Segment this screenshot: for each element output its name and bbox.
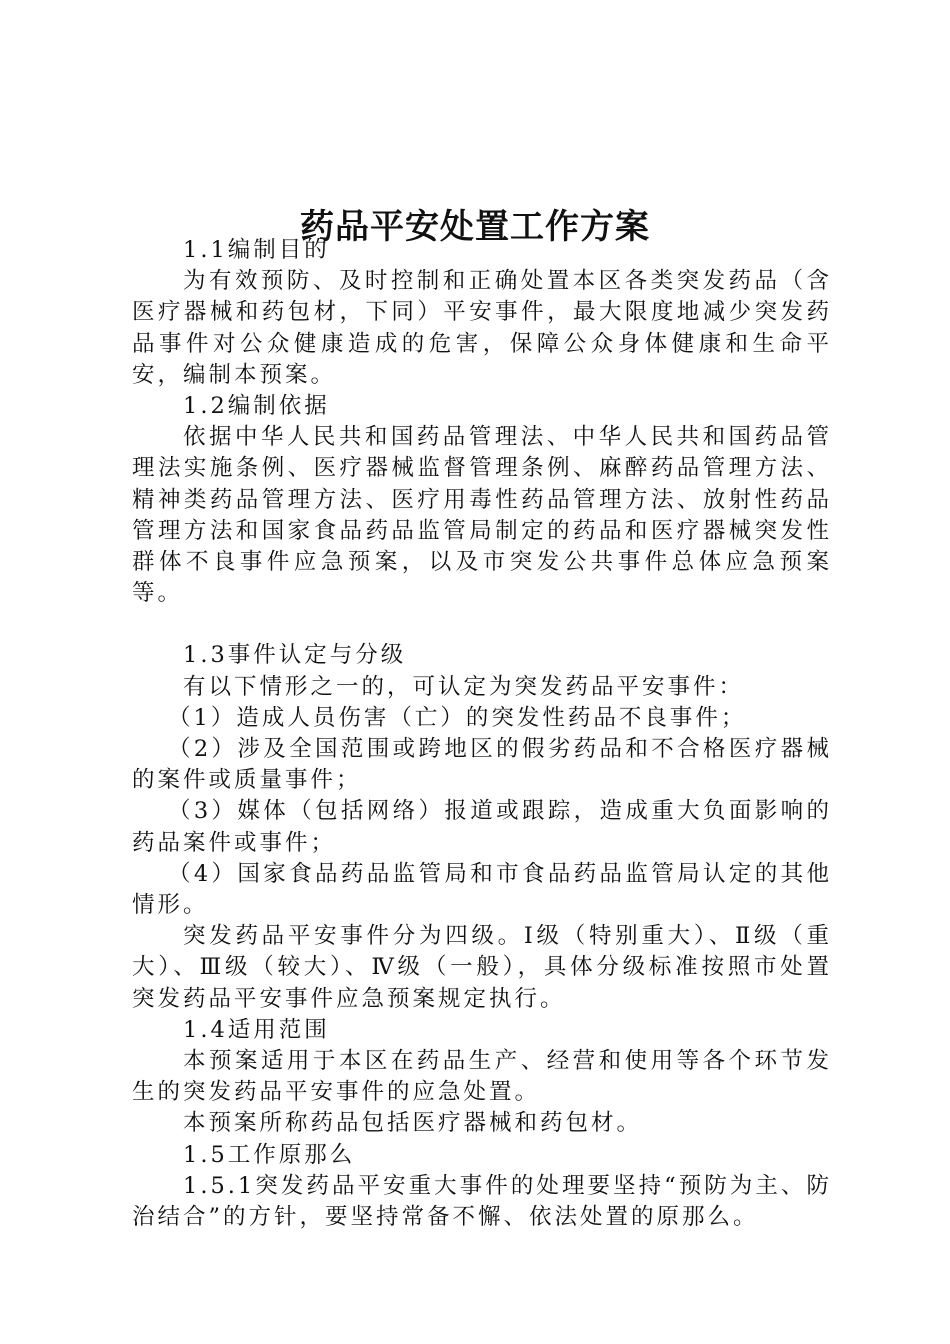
blank-line bbox=[132, 609, 832, 640]
section-heading-1-4: 1.4适用范围 bbox=[183, 1016, 330, 1043]
paragraph-scope: 本预案适用于本区在药品生产、经营和使用等各个环节发生的突发药品平安事件的应急处置。 bbox=[132, 1048, 832, 1106]
paragraph-principle-1-5-1: 1.5.1突发药品平安重大事件的处理要坚持“预防为主、防治结合”的方针，要坚持常备不懈、依法处置的原那么。 bbox=[132, 1172, 832, 1231]
paragraph-grading: 突发药品平安事件分为四级。Ⅰ级（特别重大）、Ⅱ级（重大）、Ⅲ级（较大）、Ⅳ级（一般），具体分级标准按照市处置突发药品平安事件应急预案规定执行。 bbox=[132, 923, 832, 1012]
section-heading-1-2: 1.2编制依据 bbox=[183, 393, 330, 420]
list-item-1: （1）造成人员伤害（亡）的突发性药品不良事件； bbox=[168, 704, 747, 731]
paragraph-basis: 依据中华人民共和国药品管理法、中华人民共和国药品管理法实施条例、医疗器械监督管理条例、麻醉药品管理方法、精神类药品管理方法、医疗用毒性药品管理方法、放射性药品管理方法和国家食品药品监管局制定的药品和医疗器械突发性群体不良事件应急预案，以及市突发公共事件总体应急预案等。 bbox=[132, 424, 832, 607]
list-item-4: （4）国家食品药品监管局和市食品药品监管局认定的其他情形。 bbox=[132, 860, 832, 919]
document-title: 药品平安处置工作方案 bbox=[300, 206, 650, 247]
paragraph-purpose: 为有效预防、及时控制和正确处置本区各类突发药品（含医疗器械和药包材，下同）平安事件，最大限度地减少突发药品事件对公众健康造成的危害，保障公众身体健康和生命平安，编制本预案。 bbox=[132, 268, 832, 388]
section-heading-1-5: 1.5工作原那么 bbox=[183, 1141, 356, 1168]
list-item-2: （2）涉及全国范围或跨地区的假劣药品和不合格医疗器械的案件或质量事件； bbox=[132, 736, 832, 794]
document-body bbox=[132, 235, 832, 1233]
paragraph-criteria-intro: 有以下情形之一的，可认定为突发药品平安事件： bbox=[183, 673, 745, 700]
section-heading-1-1: 1.1编制目的 bbox=[183, 237, 330, 263]
section-heading-1-3: 1.3事件认定与分级 bbox=[183, 642, 407, 669]
list-item-3: （3）媒体（包括网络）报道或跟踪，造成重大负面影响的药品案件或事件； bbox=[132, 798, 832, 856]
paragraph-scope-note: 本预案所称药品包括医疗器械和药包材。 bbox=[183, 1110, 643, 1137]
